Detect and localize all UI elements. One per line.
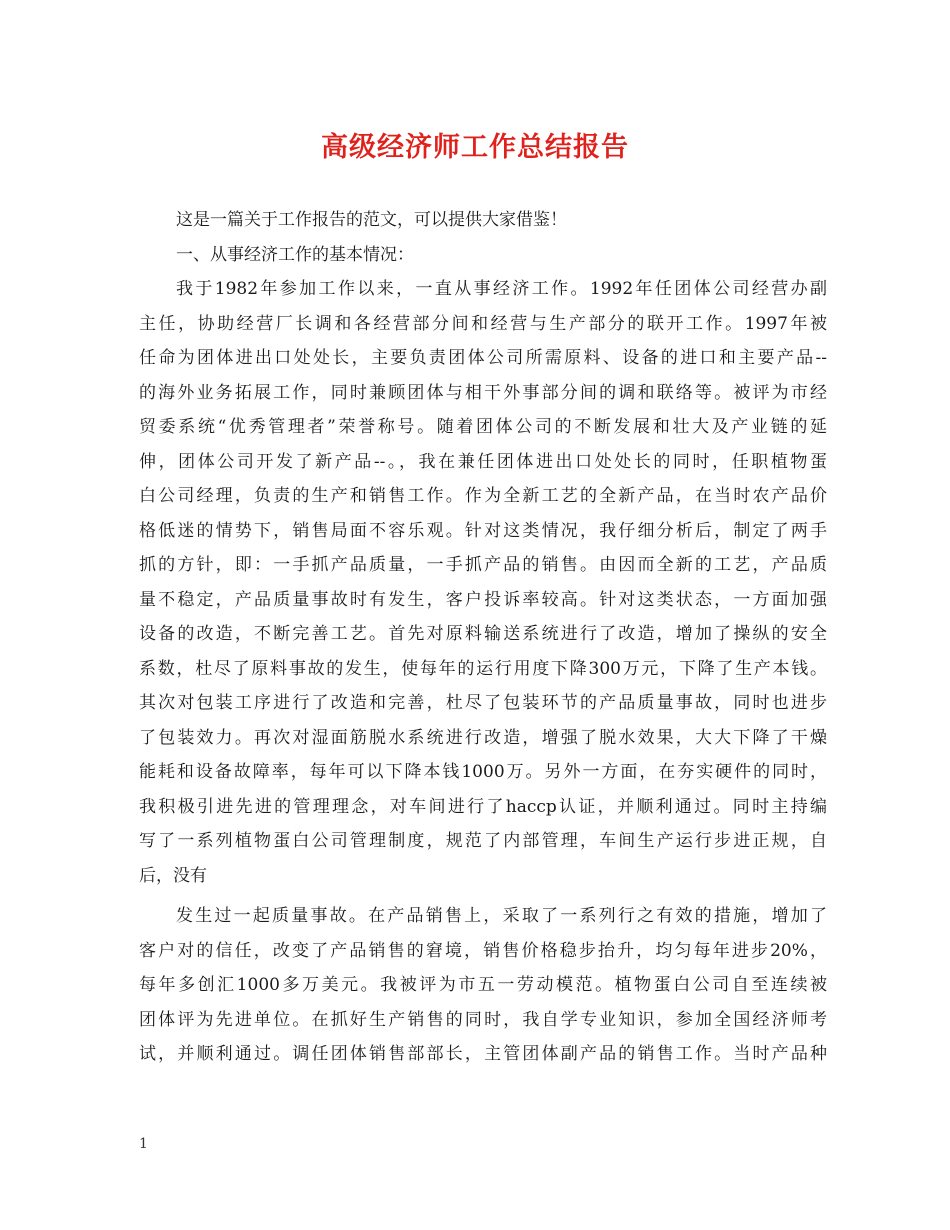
paragraph-line: 了包装效力。再次对湿面筋脱水系统进行改造，增强了脱水效果，大大下降了干燥 xyxy=(139,727,827,748)
paragraph-line: 伸，团体公司开发了新产品--。，我在兼任团体进出口处处长的同时，任职植物蛋 xyxy=(139,451,827,472)
paragraph-line: 主任，协助经营厂长调和各经营部分间和经营与生产部分的联开工作。1997年被 xyxy=(139,313,827,334)
paragraph-line: 我于1982年参加工作以来，一直从事经济工作。1992年任团体公司经营办副 xyxy=(176,279,827,299)
section-heading: 一、从事经济工作的基本情况： xyxy=(176,244,414,265)
paragraph-line: 任命为团体进出口处处长，主要负责团体公司所需原料、设备的进口和主要产品-- xyxy=(139,348,827,368)
paragraph-line: 能耗和设备故障率，每年可以下降本钱1000万。另外一方面，在夯实硬件的同时， xyxy=(139,762,827,782)
page-number: 1 xyxy=(139,1136,148,1152)
paragraph-line: 后，没有 xyxy=(139,865,207,886)
paragraph-line: 试，并顺利通过。调任团体销售部部长，主管团体副产品的销售工作。当时产品种 xyxy=(139,1044,827,1064)
paragraph-line: 抓的方针，即：一手抓产品质量，一手抓产品的销售。由因而全新的工艺，产品质 xyxy=(139,555,827,575)
paragraph-line: 格低迷的情势下，销售局面不容乐观。针对这类情况，我仔细分析后，制定了两手 xyxy=(139,520,827,541)
paragraph-line: 量不稳定，产品质量事故时有发生，客户投诉率较高。针对这类状态，一方面加强 xyxy=(139,589,827,610)
paragraph-line: 的海外业务拓展工作，同时兼顾团体与相干外事部分间的调和联络等。被评为市经 xyxy=(139,382,827,403)
paragraph-line: 写了一系列植物蛋白公司管理制度，规范了内部管理，车间生产运行步进正规，自 xyxy=(139,831,827,851)
paragraph-line: 每年多创汇1000多万美元。我被评为市五一劳动模范。植物蛋白公司自至连续被 xyxy=(139,975,827,995)
paragraph-line: 白公司经理，负责的生产和销售工作。作为全新工艺的全新产品，在当时农产品价 xyxy=(139,486,827,506)
paragraph-line: 系数，杜尽了原料事故的发生，使每年的运行用度下降300万元，下降了生产本钱。 xyxy=(139,658,827,679)
paragraph-line: 贸委系统“优秀管理者”荣誉称号。随着团体公司的不断发展和壮大及产业链的延 xyxy=(139,417,827,437)
paragraph-1 xyxy=(139,272,827,893)
paragraph-line: 设备的改造，不断完善工艺。首先对原料输送系统进行了改造，增加了操纵的安全 xyxy=(139,624,827,644)
paragraph-line: 发生过一起质量事故。在产品销售上，采取了一系列行之有效的措施，增加了 xyxy=(176,906,827,926)
paragraph-line: 我积极引进先进的管理理念，对车间进行了haccp认证，并顺利通过。同时主持编 xyxy=(139,796,827,817)
paragraph-line: 其次对包装工序进行了改造和完善，杜尽了包装环节的产品质量事故，同时也进步 xyxy=(139,693,827,713)
paragraph-line: 客户对的信任，改变了产品销售的窘境，销售价格稳步抬升，均匀每年进步20%， xyxy=(139,940,827,961)
paragraph-line: 团体评为先进单位。在抓好生产销售的同时，我自学专业知识，参加全国经济师考 xyxy=(139,1009,827,1030)
intro-line: 这是一篇关于工作报告的范文，可以提供大家借鉴！ xyxy=(176,210,567,230)
document-title: 高级经济师工作总结报告 xyxy=(321,132,629,163)
paragraph-2 xyxy=(139,899,827,1072)
document-body xyxy=(139,203,827,1072)
